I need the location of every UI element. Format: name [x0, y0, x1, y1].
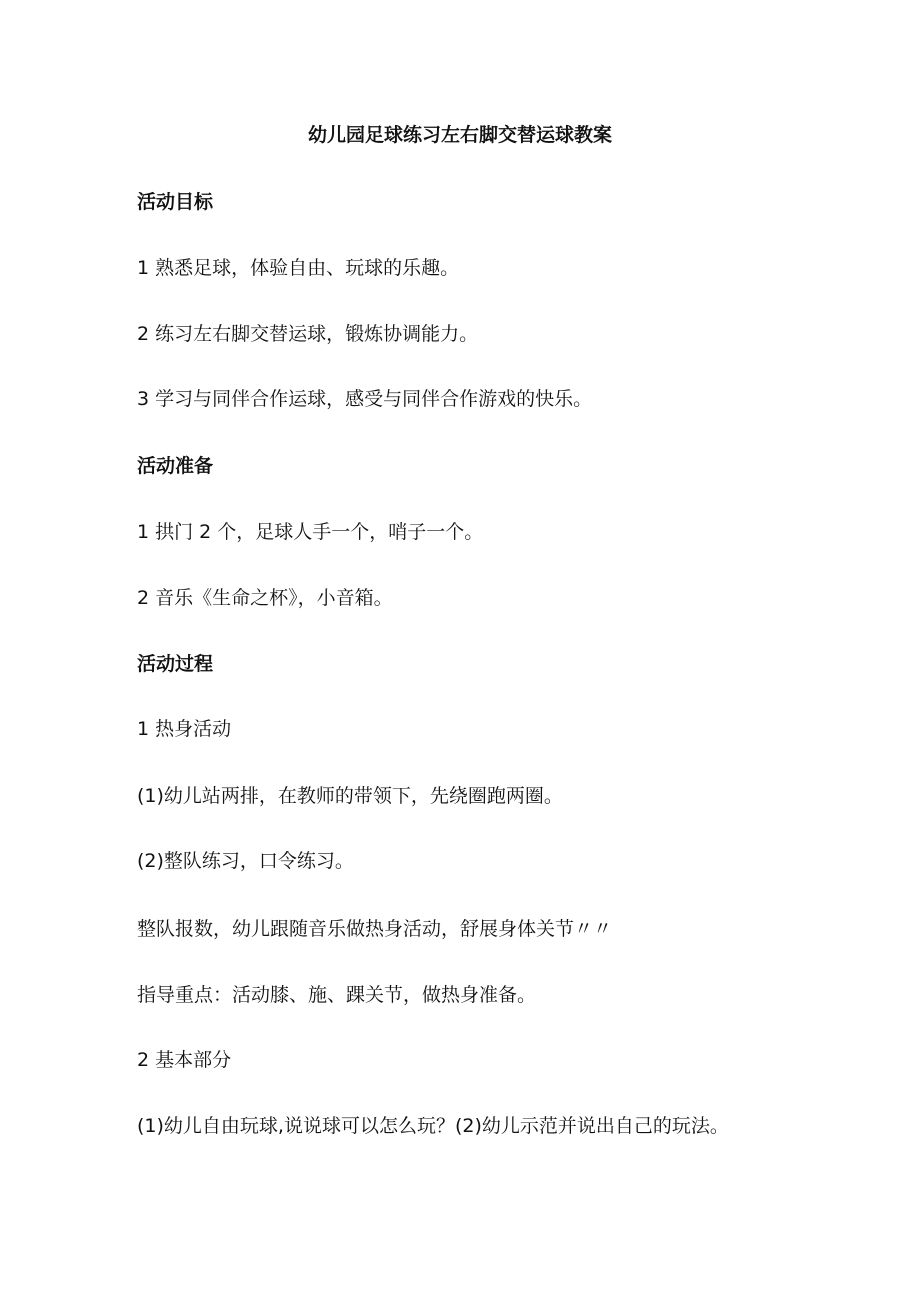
process-item-warmup-1: (1)幼儿站两排，在教师的带领下，先绕圈跑两圈。 [137, 785, 563, 807]
goal-item-2: 2 练习左右脚交替运球，锻炼协调能力。 [137, 323, 479, 345]
section-heading-preparation: 活动准备 [137, 455, 214, 477]
process-item-guidance: 指导重点：活动膝、施、踝关节，做热身准备。 [137, 984, 537, 1006]
process-item-warmup-2: (2)整队练习，口令练习。 [137, 850, 354, 872]
goal-item-3: 3 学习与同伴合作运球，感受与同伴合作游戏的快乐。 [137, 388, 593, 410]
process-item-basic-1: (1)幼儿自由玩球,说说球可以怎么玩？(2)幼儿示范并说出自己的玩法。 [137, 1115, 729, 1137]
preparation-item-1: 1 拱门 2 个，足球人手一个，哨子一个。 [137, 521, 484, 543]
preparation-item-2: 2 音乐《生命之杯》，小音箱。 [137, 587, 393, 609]
goal-item-1: 1 熟悉足球，体验自由、玩球的乐趣。 [137, 257, 460, 279]
process-item-warmup: 1 热身活动 [137, 718, 232, 740]
document-title: 幼儿园足球练习左右脚交替运球教案 [307, 124, 612, 146]
process-item-basic: 2 基本部分 [137, 1049, 232, 1071]
section-heading-goals: 活动目标 [137, 191, 214, 213]
process-item-warmup-note: 整队报数，幼儿跟随音乐做热身活动，舒展身体关节〃〃 [137, 918, 613, 940]
section-heading-process: 活动过程 [137, 653, 214, 675]
